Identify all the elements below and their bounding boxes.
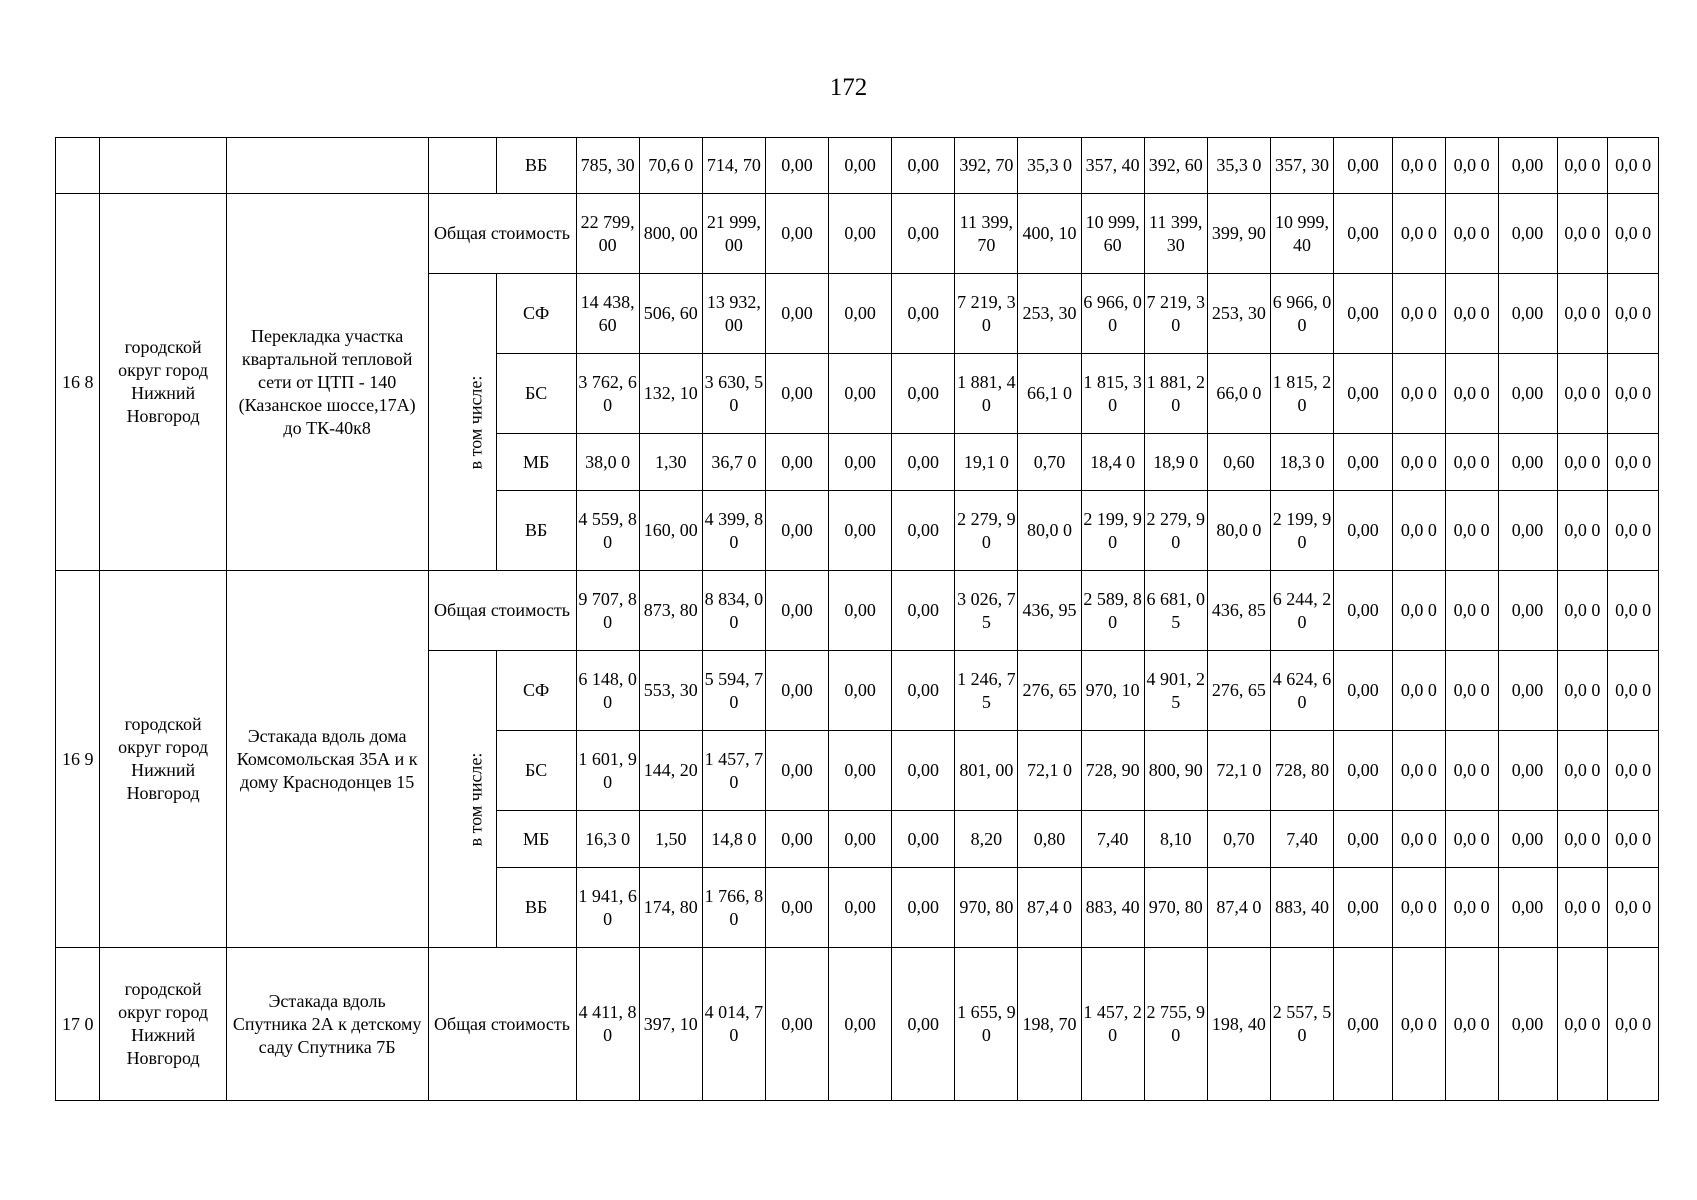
value-cell: 0,00: [829, 354, 892, 434]
source-label: ВБ: [496, 491, 576, 571]
source-label: МБ: [496, 434, 576, 491]
value-cell: 0,00: [829, 434, 892, 491]
value-cell: 0,0 0: [1445, 138, 1498, 194]
value-cell: 276, 65: [1018, 651, 1081, 731]
value-cell: 0,00: [1498, 138, 1557, 194]
value-cell: 0,70: [1207, 811, 1270, 868]
value-cell: 1 766, 80: [702, 868, 765, 948]
value-cell: 0,0 0: [1392, 948, 1445, 1101]
total-cost-label: Общая стоимость: [428, 194, 576, 274]
value-cell: 0,00: [1334, 868, 1393, 948]
number-cell: [56, 138, 100, 194]
value-cell: 0,0 0: [1608, 811, 1659, 868]
value-cell: 0,0 0: [1557, 811, 1608, 868]
value-cell: 0,0 0: [1445, 651, 1498, 731]
value-cell: 0,00: [1498, 868, 1557, 948]
value-cell: 2 557, 50: [1270, 948, 1333, 1101]
value-cell: 36,7 0: [702, 434, 765, 491]
value-cell: 0,60: [1207, 434, 1270, 491]
value-cell: 0,0 0: [1557, 138, 1608, 194]
source-label: БС: [496, 354, 576, 434]
value-cell: 198, 70: [1018, 948, 1081, 1101]
value-cell: 970, 10: [1081, 651, 1144, 731]
value-cell: 0,0 0: [1392, 434, 1445, 491]
value-cell: 0,00: [1334, 274, 1393, 354]
vtch-label: в том числе:: [464, 752, 485, 846]
value-cell: 970, 80: [955, 868, 1018, 948]
value-cell: 0,0 0: [1445, 274, 1498, 354]
value-cell: 0,00: [1498, 811, 1557, 868]
value-cell: 436, 95: [1018, 571, 1081, 651]
value-cell: 0,0 0: [1445, 194, 1498, 274]
value-cell: 3 026, 75: [955, 571, 1018, 651]
value-cell: 728, 80: [1270, 731, 1333, 811]
value-cell: 0,00: [829, 948, 892, 1101]
total-cost-label: Общая стоимость: [428, 571, 576, 651]
value-cell: 0,00: [892, 571, 955, 651]
value-cell: 399, 90: [1207, 194, 1270, 274]
value-cell: 0,00: [829, 571, 892, 651]
value-cell: 11 399, 70: [955, 194, 1018, 274]
value-cell: 8,20: [955, 811, 1018, 868]
value-cell: 198, 40: [1207, 948, 1270, 1101]
value-cell: 0,0 0: [1392, 274, 1445, 354]
project-number: 16 9: [56, 571, 100, 948]
value-cell: 253, 30: [1207, 274, 1270, 354]
value-cell: 0,00: [829, 731, 892, 811]
value-cell: 0,00: [1498, 434, 1557, 491]
total-cost-label: Общая стоимость: [428, 948, 576, 1101]
value-cell: 1 815, 20: [1270, 354, 1333, 434]
value-cell: 160, 00: [639, 491, 702, 571]
subgroup-cell: [428, 138, 496, 194]
value-cell: 0,0 0: [1445, 868, 1498, 948]
value-cell: 10 999, 40: [1270, 194, 1333, 274]
value-cell: 0,00: [829, 138, 892, 194]
value-cell: 0,00: [892, 491, 955, 571]
value-cell: 72,1 0: [1207, 731, 1270, 811]
value-cell: 397, 10: [639, 948, 702, 1101]
value-cell: 276, 65: [1207, 651, 1270, 731]
value-cell: 2 279, 90: [955, 491, 1018, 571]
value-cell: 9 707, 80: [576, 571, 639, 651]
value-cell: 7 219, 30: [955, 274, 1018, 354]
project-name: Эстакада вдоль дома Комсомольская 35А и к дому Краснодонцев 15: [226, 571, 428, 948]
value-cell: 19,1 0: [955, 434, 1018, 491]
value-cell: 800, 00: [639, 194, 702, 274]
value-cell: 2 279, 90: [1144, 491, 1207, 571]
value-cell: 883, 40: [1081, 868, 1144, 948]
value-cell: 1 246, 75: [955, 651, 1018, 731]
source-label: БС: [496, 731, 576, 811]
value-cell: 1 881, 20: [1144, 354, 1207, 434]
value-cell: 18,9 0: [1144, 434, 1207, 491]
value-cell: 0,00: [765, 948, 828, 1101]
value-cell: 0,0 0: [1392, 731, 1445, 811]
value-cell: 0,00: [1334, 948, 1393, 1101]
value-cell: 132, 10: [639, 354, 702, 434]
value-cell: 174, 80: [639, 868, 702, 948]
value-cell: 0,00: [892, 274, 955, 354]
value-cell: 0,00: [1498, 354, 1557, 434]
value-cell: 66,1 0: [1018, 354, 1081, 434]
table-row-continued: [56, 138, 1659, 194]
value-cell: 87,4 0: [1207, 868, 1270, 948]
value-cell: 0,0 0: [1608, 274, 1659, 354]
value-cell: 72,1 0: [1018, 731, 1081, 811]
source-label: СФ: [496, 274, 576, 354]
value-cell: 0,0 0: [1392, 571, 1445, 651]
project-district: городской округ город Нижний Новгород: [100, 571, 226, 948]
value-cell: 7 219, 30: [1144, 274, 1207, 354]
page-number: 172: [829, 74, 868, 101]
value-cell: 0,0 0: [1557, 354, 1608, 434]
value-cell: 392, 60: [1144, 138, 1207, 194]
value-cell: 66,0 0: [1207, 354, 1270, 434]
value-cell: 6 966, 00: [1270, 274, 1333, 354]
value-cell: 0,00: [765, 571, 828, 651]
value-cell: 0,0 0: [1608, 138, 1659, 194]
value-cell: 0,00: [765, 434, 828, 491]
value-cell: 0,0 0: [1445, 491, 1498, 571]
value-cell: 392, 70: [955, 138, 1018, 194]
value-cell: 22 799, 00: [576, 194, 639, 274]
value-cell: 0,0 0: [1392, 811, 1445, 868]
value-cell: 0,0 0: [1557, 868, 1608, 948]
project-name-cell: [226, 138, 428, 194]
value-cell: 70,6 0: [639, 138, 702, 194]
value-cell: 4 014, 70: [702, 948, 765, 1101]
value-cell: 6 966, 00: [1081, 274, 1144, 354]
value-cell: 0,0 0: [1557, 731, 1608, 811]
value-cell: 0,0 0: [1445, 811, 1498, 868]
project-number: 16 8: [56, 194, 100, 571]
value-cell: 0,00: [892, 868, 955, 948]
value-cell: 0,0 0: [1445, 354, 1498, 434]
value-cell: 38,0 0: [576, 434, 639, 491]
value-cell: 0,0 0: [1608, 434, 1659, 491]
value-cell: 0,0 0: [1608, 731, 1659, 811]
value-cell: 14 438, 60: [576, 274, 639, 354]
value-cell: 0,00: [829, 811, 892, 868]
value-cell: 18,3 0: [1270, 434, 1333, 491]
value-cell: 0,0 0: [1445, 948, 1498, 1101]
value-cell: 0,00: [829, 868, 892, 948]
value-cell: 0,00: [765, 731, 828, 811]
value-cell: 357, 30: [1270, 138, 1333, 194]
value-cell: 4 399, 80: [702, 491, 765, 571]
value-cell: 0,0 0: [1557, 491, 1608, 571]
value-cell: 0,0 0: [1557, 571, 1608, 651]
value-cell: 1,50: [639, 811, 702, 868]
value-cell: 0,0 0: [1557, 274, 1608, 354]
value-cell: 0,00: [1334, 138, 1393, 194]
value-cell: 7,40: [1270, 811, 1333, 868]
value-cell: 3 630, 50: [702, 354, 765, 434]
value-cell: 11 399, 30: [1144, 194, 1207, 274]
value-cell: 0,0 0: [1392, 138, 1445, 194]
value-cell: 4 411, 80: [576, 948, 639, 1101]
value-cell: 0,80: [1018, 811, 1081, 868]
value-cell: 728, 90: [1081, 731, 1144, 811]
value-cell: 0,00: [1498, 571, 1557, 651]
value-cell: 35,3 0: [1207, 138, 1270, 194]
value-cell: 0,00: [892, 731, 955, 811]
value-cell: 18,4 0: [1081, 434, 1144, 491]
value-cell: 0,00: [1334, 731, 1393, 811]
district-cell: [100, 138, 226, 194]
value-cell: 0,0 0: [1608, 491, 1659, 571]
value-cell: 1 881, 40: [955, 354, 1018, 434]
value-cell: 8,10: [1144, 811, 1207, 868]
value-cell: 80,0 0: [1018, 491, 1081, 571]
table-row-project-total: [56, 948, 1659, 1101]
value-cell: 0,0 0: [1608, 194, 1659, 274]
source-label: МБ: [496, 811, 576, 868]
value-cell: 0,00: [765, 651, 828, 731]
value-cell: 436, 85: [1207, 571, 1270, 651]
project-name: Перекладка участка квартальной тепловой сети от ЦТП - 140 (Казанское шоссе,17А) до ТК-40к8: [226, 194, 428, 571]
value-cell: 5 594, 70: [702, 651, 765, 731]
value-cell: 6 681, 05: [1144, 571, 1207, 651]
value-cell: 0,00: [892, 948, 955, 1101]
value-cell: 21 999, 00: [702, 194, 765, 274]
value-cell: 6 148, 00: [576, 651, 639, 731]
value-cell: 1 601, 90: [576, 731, 639, 811]
value-cell: 0,00: [765, 138, 828, 194]
value-cell: 0,00: [892, 194, 955, 274]
value-cell: 14,8 0: [702, 811, 765, 868]
value-cell: 0,00: [829, 194, 892, 274]
value-cell: 0,0 0: [1445, 731, 1498, 811]
value-cell: 506, 60: [639, 274, 702, 354]
value-cell: 0,0 0: [1608, 948, 1659, 1101]
table-row-project-total: [56, 571, 1659, 651]
value-cell: 553, 30: [639, 651, 702, 731]
value-cell: 0,00: [892, 651, 955, 731]
value-cell: 0,0 0: [1392, 651, 1445, 731]
value-cell: 13 932, 00: [702, 274, 765, 354]
value-cell: 0,0 0: [1608, 354, 1659, 434]
value-cell: 0,00: [1498, 731, 1557, 811]
value-cell: 0,0 0: [1608, 651, 1659, 731]
project-district: городской округ город Нижний Новгород: [100, 948, 226, 1101]
value-cell: 0,00: [765, 274, 828, 354]
value-cell: 3 762, 60: [576, 354, 639, 434]
value-cell: 0,00: [765, 868, 828, 948]
value-cell: 873, 80: [639, 571, 702, 651]
value-cell: 714, 70: [702, 138, 765, 194]
value-cell: 0,00: [1498, 194, 1557, 274]
value-cell: 7,40: [1081, 811, 1144, 868]
value-cell: 35,3 0: [1018, 138, 1081, 194]
value-cell: 0,00: [1498, 491, 1557, 571]
value-cell: 0,00: [892, 811, 955, 868]
value-cell: 1 941, 60: [576, 868, 639, 948]
value-cell: 800, 90: [1144, 731, 1207, 811]
value-cell: 2 199, 90: [1270, 491, 1333, 571]
value-cell: 785, 30: [576, 138, 639, 194]
value-cell: 0,0 0: [1392, 491, 1445, 571]
value-cell: 80,0 0: [1207, 491, 1270, 571]
value-cell: 0,00: [765, 491, 828, 571]
value-cell: 0,00: [892, 138, 955, 194]
value-cell: 0,0 0: [1557, 194, 1608, 274]
value-cell: 0,00: [1334, 434, 1393, 491]
value-cell: 0,0 0: [1608, 868, 1659, 948]
value-cell: 0,00: [1334, 651, 1393, 731]
value-cell: 1,30: [639, 434, 702, 491]
value-cell: 0,00: [1334, 571, 1393, 651]
value-cell: 0,00: [765, 354, 828, 434]
value-cell: 0,0 0: [1557, 948, 1608, 1101]
value-cell: 2 589, 80: [1081, 571, 1144, 651]
project-name: Эстакада вдоль Спутника 2А к детскому саду Спутника 7Б: [226, 948, 428, 1101]
value-cell: 0,0 0: [1392, 194, 1445, 274]
value-cell: 0,00: [765, 194, 828, 274]
value-cell: 10 999, 60: [1081, 194, 1144, 274]
vtch-cell: [428, 651, 496, 948]
value-cell: 0,00: [1334, 354, 1393, 434]
value-cell: 2 755, 90: [1144, 948, 1207, 1101]
value-cell: 1 457, 70: [702, 731, 765, 811]
value-cell: 0,00: [1334, 811, 1393, 868]
value-cell: 0,00: [765, 811, 828, 868]
value-cell: 0,0 0: [1557, 651, 1608, 731]
value-cell: 0,00: [1498, 651, 1557, 731]
value-cell: 0,00: [1498, 948, 1557, 1101]
value-cell: 0,0 0: [1557, 434, 1608, 491]
value-cell: 8 834, 00: [702, 571, 765, 651]
value-cell: 0,0 0: [1608, 571, 1659, 651]
value-cell: 16,3 0: [576, 811, 639, 868]
value-cell: 0,0 0: [1445, 571, 1498, 651]
source-label: СФ: [496, 651, 576, 731]
vtch-label: в том числе:: [464, 375, 485, 469]
value-cell: 0,70: [1018, 434, 1081, 491]
budget-table: [55, 137, 1659, 1101]
value-cell: 87,4 0: [1018, 868, 1081, 948]
value-cell: 0,00: [829, 651, 892, 731]
value-cell: 4 559, 80: [576, 491, 639, 571]
value-cell: 0,0 0: [1392, 868, 1445, 948]
value-cell: 0,00: [1334, 194, 1393, 274]
project-district: городской округ город Нижний Новгород: [100, 194, 226, 571]
value-cell: 1 457, 20: [1081, 948, 1144, 1101]
value-cell: 400, 10: [1018, 194, 1081, 274]
value-cell: 0,00: [829, 491, 892, 571]
value-cell: 970, 80: [1144, 868, 1207, 948]
value-cell: 0,00: [829, 274, 892, 354]
value-cell: 0,0 0: [1445, 434, 1498, 491]
value-cell: 1 655, 90: [955, 948, 1018, 1101]
value-cell: 0,00: [892, 434, 955, 491]
value-cell: 253, 30: [1018, 274, 1081, 354]
value-cell: 2 199, 90: [1081, 491, 1144, 571]
value-cell: 883, 40: [1270, 868, 1333, 948]
source-label: ВБ: [496, 868, 576, 948]
vtch-cell: [428, 274, 496, 571]
value-cell: 801, 00: [955, 731, 1018, 811]
value-cell: 1 815, 30: [1081, 354, 1144, 434]
value-cell: 357, 40: [1081, 138, 1144, 194]
value-cell: 0,00: [1334, 491, 1393, 571]
project-number: 17 0: [56, 948, 100, 1101]
source-label: ВБ: [496, 138, 576, 194]
value-cell: 4 901, 25: [1144, 651, 1207, 731]
value-cell: 6 244, 20: [1270, 571, 1333, 651]
value-cell: 144, 20: [639, 731, 702, 811]
table-row-project-total: [56, 194, 1659, 274]
value-cell: 0,00: [1498, 274, 1557, 354]
value-cell: 4 624, 60: [1270, 651, 1333, 731]
value-cell: 0,00: [892, 354, 955, 434]
value-cell: 0,0 0: [1392, 354, 1445, 434]
